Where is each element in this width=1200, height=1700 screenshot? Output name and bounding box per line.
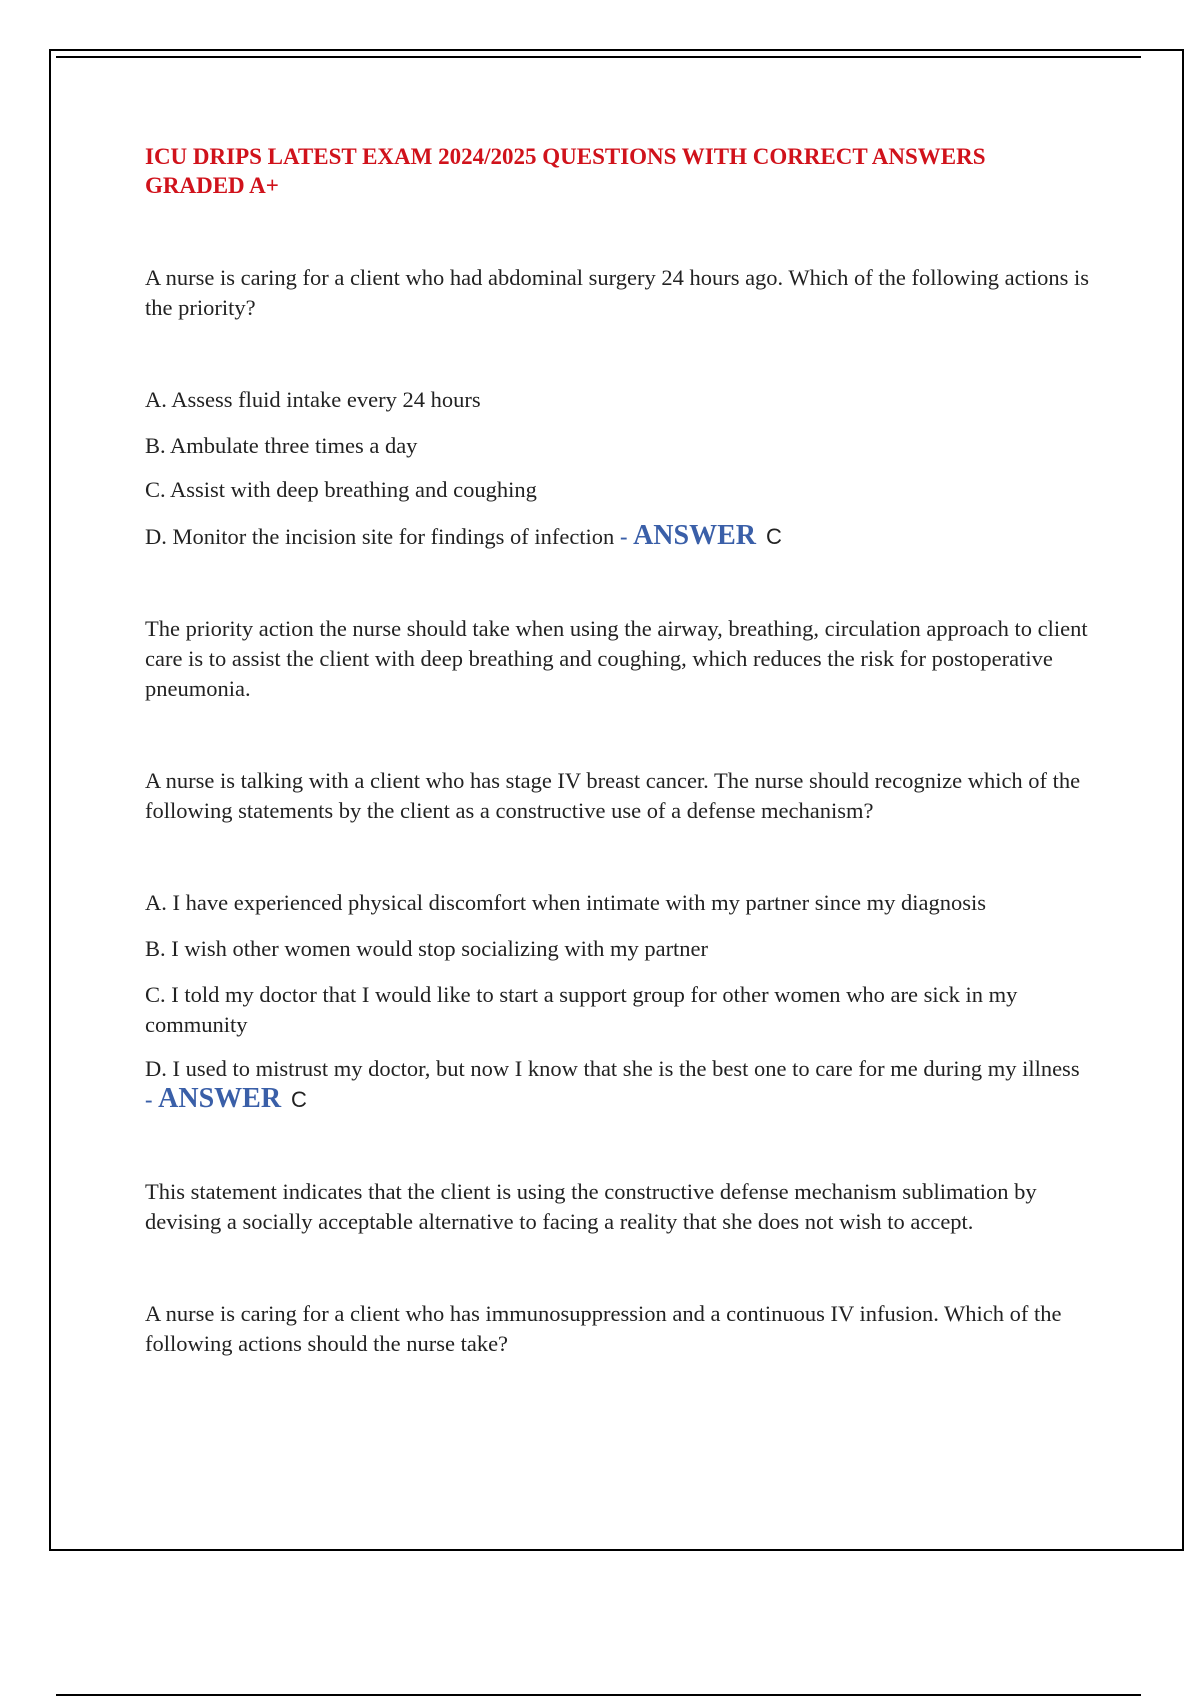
- document-content: [145, 142, 1090, 1359]
- question-1-answer-label: ANSWER: [633, 520, 756, 551]
- question-2-text: A nurse is talking with a client who has stage IV breast cancer. The nurse should recognize which of the following statements by the client as a constructive use of a defense mechanism?: [145, 768, 1081, 823]
- question-1-option-c: C. Assist with deep breathing and coughing: [145, 477, 537, 502]
- question-1-text: A nurse is caring for a client who had abdominal surgery 24 hours ago. Which of the following actions is the priority?: [145, 265, 1089, 320]
- question-1-option-b: B. Ambulate three times a day: [145, 433, 418, 458]
- question-1-rationale: The priority action the nurse should take when using the airway, breathing, circulation approach to client care is to assist the client with deep breathing and coughing, which reduces the risk for postoperative pneumonia.: [145, 616, 1088, 701]
- question-2-option-d-line: [145, 1054, 1090, 1115]
- question-2-answer-label: ANSWER: [158, 1083, 282, 1114]
- question-1-option-a: A. Assess fluid intake every 24 hours: [145, 387, 481, 412]
- top-rule: [56, 56, 1141, 58]
- answer-dash: -: [619, 524, 628, 549]
- question-1-option-d-line: [145, 521, 1090, 552]
- question-1-answer-letter: C: [765, 524, 782, 549]
- bottom-rule: [56, 1694, 1141, 1696]
- question-2-option-a: A. I have experienced physical discomfort when intimate with my partner since my diagnosis: [145, 890, 987, 915]
- document-title: ICU DRIPS LATEST EXAM 2024/2025 QUESTIONS WITH CORRECT ANSWERS GRADED A+: [145, 144, 986, 198]
- question-2-answer-letter: C: [291, 1087, 307, 1112]
- question-2-option-c: C. I told my doctor that I would like to start a support group for other women who are sick in my community: [145, 982, 1018, 1037]
- question-2-rationale: This statement indicates that the client is using the constructive defense mechanism sublimation by devising a socially acceptable alternative to facing a reality that she does not wish to accept.: [145, 1179, 1037, 1234]
- question-3-text: A nurse is caring for a client who has immunosuppression and a continuous IV infusion. Which of the following actions should the nurse take?: [145, 1301, 1062, 1356]
- answer-dash: -: [145, 1087, 153, 1112]
- question-1-option-d: D. Monitor the incision site for findings of infection: [145, 524, 615, 549]
- question-2-option-b: B. I wish other women would stop socializing with my partner: [145, 936, 709, 961]
- question-2-option-d: D. I used to mistrust my doctor, but now I know that she is the best one to care for me during my illness: [145, 1056, 1080, 1081]
